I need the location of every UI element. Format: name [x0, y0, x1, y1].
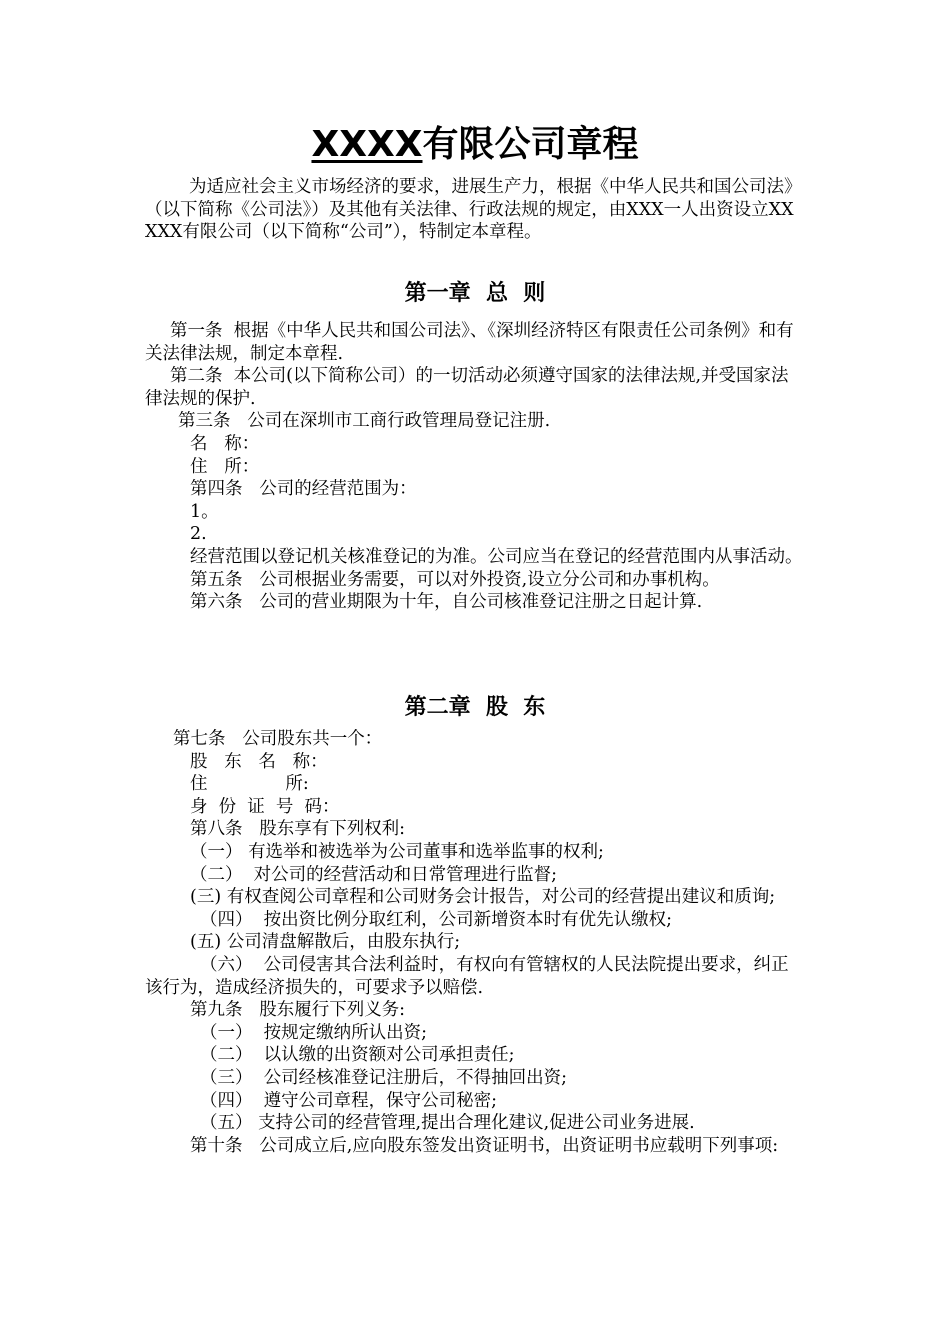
article-4: 第四条 公司的经营范围为： [190, 479, 417, 500]
shareholder-address-line: 住 所: [190, 774, 309, 795]
document-title [0, 120, 950, 170]
title-company-placeholder: XXXX [311, 124, 423, 165]
article-8: 第八条 股东享有下列权利: [190, 819, 406, 840]
duty-item-1: （一） 按规定缴纳所认出资; [200, 1022, 428, 1043]
right-item-1: （一） 有选举和被选举为公司董事和选举监事的权利; [190, 841, 604, 862]
duty-item-3: （三） 公司经核准登记注册后，不得抽回出资; [200, 1067, 568, 1088]
article-3: 第三条 公司在深圳市工商行政管理局登记注册. [178, 411, 551, 432]
shareholder-id-line: 身 份 证 号 码： [190, 796, 340, 817]
right-item-5: (五) 公司清盘解散后，由股东执行; [190, 932, 461, 953]
right-item-6: （六） 公司侵害其合法利益时，有权向有管辖权的人民法院提出要求，纠正该行为，造成经济损失的，可要求予以赔偿. [145, 954, 789, 998]
chapter-2-heading: 第二章 股 东 [404, 695, 546, 720]
article-7: 第七条 公司股东共一个： [173, 729, 383, 749]
duty-item-4: （四） 遵守公司章程，保守公司秘密; [200, 1090, 498, 1111]
article-6: 第六条 公司的营业期限为十年，自公司核准登记注册之日起计算. [190, 592, 703, 613]
business-scope-item-1: 1。 [190, 501, 219, 522]
shareholder-name-line: 股 东 名 称： [190, 751, 328, 772]
chapter-1-heading: 第一章 总 则 [404, 281, 546, 306]
article-1: 第一条 根据《中华人民共和国公司法》、《深圳经济特区有限责任公司条例》和有关法律法规，制定本章程. [145, 321, 794, 364]
business-scope-note: 经营范围以登记机关核准登记的为准。公司应当在登记的经营范围内从事活动。 [190, 546, 803, 567]
chapter-2-body [145, 728, 805, 1157]
right-item-3: (三) 有权查阅公司章程和公司财务会计报告，对公司的经营提出建议和质询; [190, 887, 776, 908]
article-5: 第五条 公司根据业务需要，可以对外投资,设立分公司和办事机构。 [190, 569, 720, 590]
right-item-2: （二） 对公司的经营活动和日常管理进行监督; [190, 864, 558, 885]
right-item-4: （四） 按出资比例分取红利，公司新增资本时有优先认缴权; [200, 909, 673, 930]
company-address-line: 住 所： [190, 456, 260, 477]
article-2: 第二条 本公司(以下简称公司）的一切活动必须遵守国家的法律法规,并受国家法律法规的保护. [145, 366, 789, 409]
duty-item-2: （二） 以认缴的出资额对公司承担责任; [200, 1045, 515, 1066]
preamble-block [145, 176, 805, 244]
duty-item-5: （五） 支持公司的经营管理,提出合理化建议,促进公司业务进展. [200, 1113, 695, 1134]
article-9: 第九条 股东履行下列义务: [190, 1000, 406, 1021]
chapter-1-body [145, 320, 805, 614]
article-10: 第十条 公司成立后,应向股东签发出资证明书，出资证明书应载明下列事项: [190, 1135, 779, 1156]
title-suffix: 有限公司章程 [422, 124, 639, 165]
business-scope-item-2: 2. [190, 524, 207, 545]
company-name-line: 名 称： [190, 433, 260, 454]
preamble-paragraph: 为适应社会主义市场经济的要求，进展生产力，根据《中华人民共和国公司法》（以下简称《公司法》）及其他有关法律、行政法规的规定，由XXX一人出资设立XXXXX有限公司（以下简称“公司”），特制定本章程。 [145, 177, 802, 243]
